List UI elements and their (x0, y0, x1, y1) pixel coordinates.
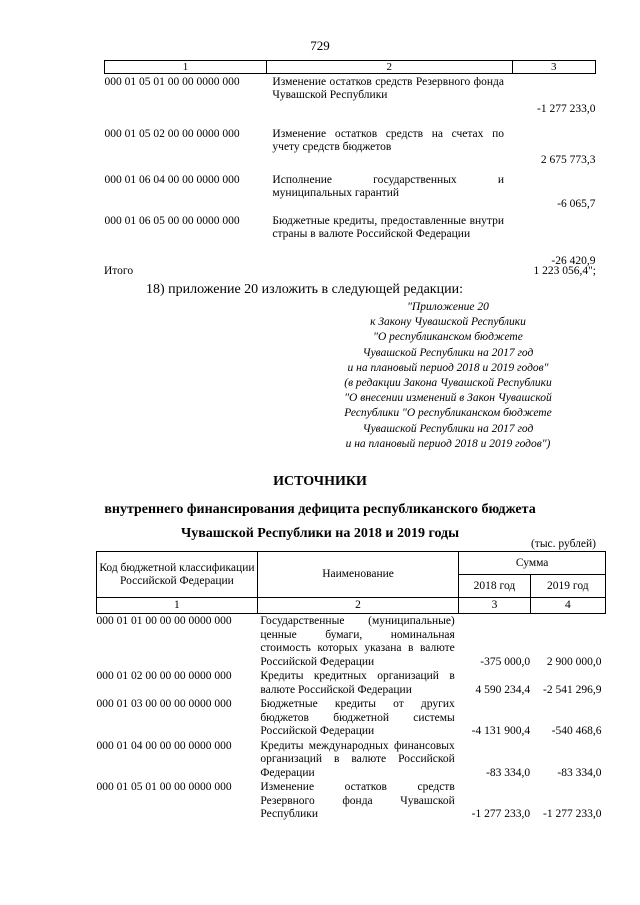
annex-line: к Закону Чувашской Республики (370, 316, 526, 329)
row-value: 2 675 773,3 (540, 153, 596, 166)
page-number: 729 (310, 38, 330, 53)
row-code: 000 01 06 04 00 00 0000 000 (104, 173, 240, 186)
header-row (97, 552, 606, 575)
row-value-2019: -540 468,6 (551, 725, 602, 737)
header-year-2018: 2018 год (459, 575, 530, 598)
row-code: 000 01 06 05 00 00 0000 000 (104, 214, 240, 227)
col-number-1: 1 (97, 598, 258, 614)
table-row (105, 213, 596, 268)
row-code: 000 01 05 02 00 00 0000 000 (104, 127, 240, 140)
table-row (97, 669, 606, 697)
annex-line: и на плановый период 2018 и 2019 годов" (347, 361, 549, 374)
row-code: 000 01 03 00 00 00 0000 000 (96, 698, 232, 710)
row-code: 000 01 04 00 00 00 0000 000 (96, 739, 232, 752)
row-value: -6 065,7 (557, 197, 596, 210)
units-note: (тыс. рублей) (530, 538, 596, 550)
col-number-3: 3 (459, 598, 530, 614)
subtitle-line: внутреннего финансирования дефицита республиканского бюджета (104, 502, 536, 517)
annex-line: Республики "О республиканском бюджете (344, 407, 552, 420)
row-value-2019: -2 541 296,9 (543, 683, 602, 696)
row-code: 000 01 02 00 00 00 0000 000 (96, 670, 232, 682)
table-row (97, 614, 606, 670)
annex-reference (300, 300, 596, 452)
row-name: Исполнение государственных и муниципальных гарантий (272, 173, 504, 199)
sources-table (96, 551, 606, 822)
row-name: Государственные (муниципальные) ценные бумаги, номинальная стоимость которых указана в валюте Российской Федерации (260, 615, 455, 668)
row-value-2019: -1 277 233,0 (543, 808, 602, 820)
column-number-row (97, 598, 606, 614)
col-header-2: 2 (266, 61, 512, 74)
row-code: 000 01 05 01 00 00 0000 000 (96, 781, 232, 793)
row-name: Бюджетные кредиты от других бюджетов бюджетной системы Российской Федерации (260, 698, 455, 737)
column-number-row (105, 61, 596, 74)
table-row (97, 739, 606, 781)
row-name: Бюджетные кредиты, предоставленные внутри страны в валюте Российской Федерации (272, 214, 504, 240)
header-year-2019: 2019 год (530, 575, 605, 598)
row-value-2018: -375 000,0 (480, 655, 531, 668)
row-value: -26 420,9 (551, 254, 596, 267)
sources-table-continued (104, 60, 596, 268)
col-number-2: 2 (257, 598, 458, 614)
section-title: ИСТОЧНИКИ (273, 474, 367, 489)
amendment-item-18: 18) приложение 20 изложить в следующей редакции: (146, 282, 463, 297)
header-sum: Сумма (459, 552, 606, 575)
row-name: Изменение остатков средств Резервного фонда Чувашской Республики (260, 781, 455, 820)
annex-line: "О внесении изменений в Закон Чувашской (344, 392, 552, 405)
table-row (97, 697, 606, 739)
annex-line: "О республиканском бюджете (373, 331, 523, 344)
row-code: 000 01 05 01 00 00 0000 000 (104, 76, 240, 88)
row-name: Кредиты международных финансовых организаций в валюте Российской Федерации (260, 739, 455, 779)
table-row (105, 126, 596, 172)
total-label: Итого (104, 265, 134, 277)
col-header-1: 1 (105, 61, 267, 74)
row-value-2018: -83 334,0 (486, 766, 531, 779)
row-value: -1 277 233,0 (537, 102, 596, 115)
table-row (105, 172, 596, 213)
row-value-2018: -4 131 900,4 (471, 725, 531, 737)
subtitle-line: Чувашской Республики на 2018 и 2019 годы (180, 526, 460, 541)
col-header-3: 3 (512, 61, 596, 74)
row-value-2018: -1 277 233,0 (471, 808, 531, 820)
annex-line: Чувашской Республики на 2017 год (362, 422, 534, 435)
annex-line: Чувашской Республики на 2017 год (362, 346, 534, 359)
table-row (105, 74, 596, 126)
row-name: Изменение остатков средств на счетах по учету средств бюджетов (272, 127, 504, 153)
annex-line: и на плановый период 2018 и 2019 годов") (345, 437, 551, 450)
row-name: Кредиты кредитных организаций в валюте Российской Федерации (260, 670, 455, 696)
total-value: 1 223 056,4"; (533, 265, 596, 277)
annex-line: "Приложение 20 (407, 301, 489, 313)
row-value-2019: -83 334,0 (557, 766, 602, 779)
row-value-2018: 4 590 234,4 (475, 683, 531, 696)
row-name: Изменение остатков средств Резервного фонда Чувашской Республики (272, 76, 504, 101)
row-value-2019: 2 900 000,0 (546, 655, 602, 668)
header-code: Код бюджетной классификации Российской Федерации (97, 552, 258, 598)
header-name: Наименование (257, 552, 458, 598)
col-number-4: 4 (530, 598, 605, 614)
table-row (97, 780, 606, 822)
annex-line: (в редакции Закона Чувашской Республики (344, 377, 552, 390)
row-code: 000 01 01 00 00 00 0000 000 (96, 615, 232, 627)
